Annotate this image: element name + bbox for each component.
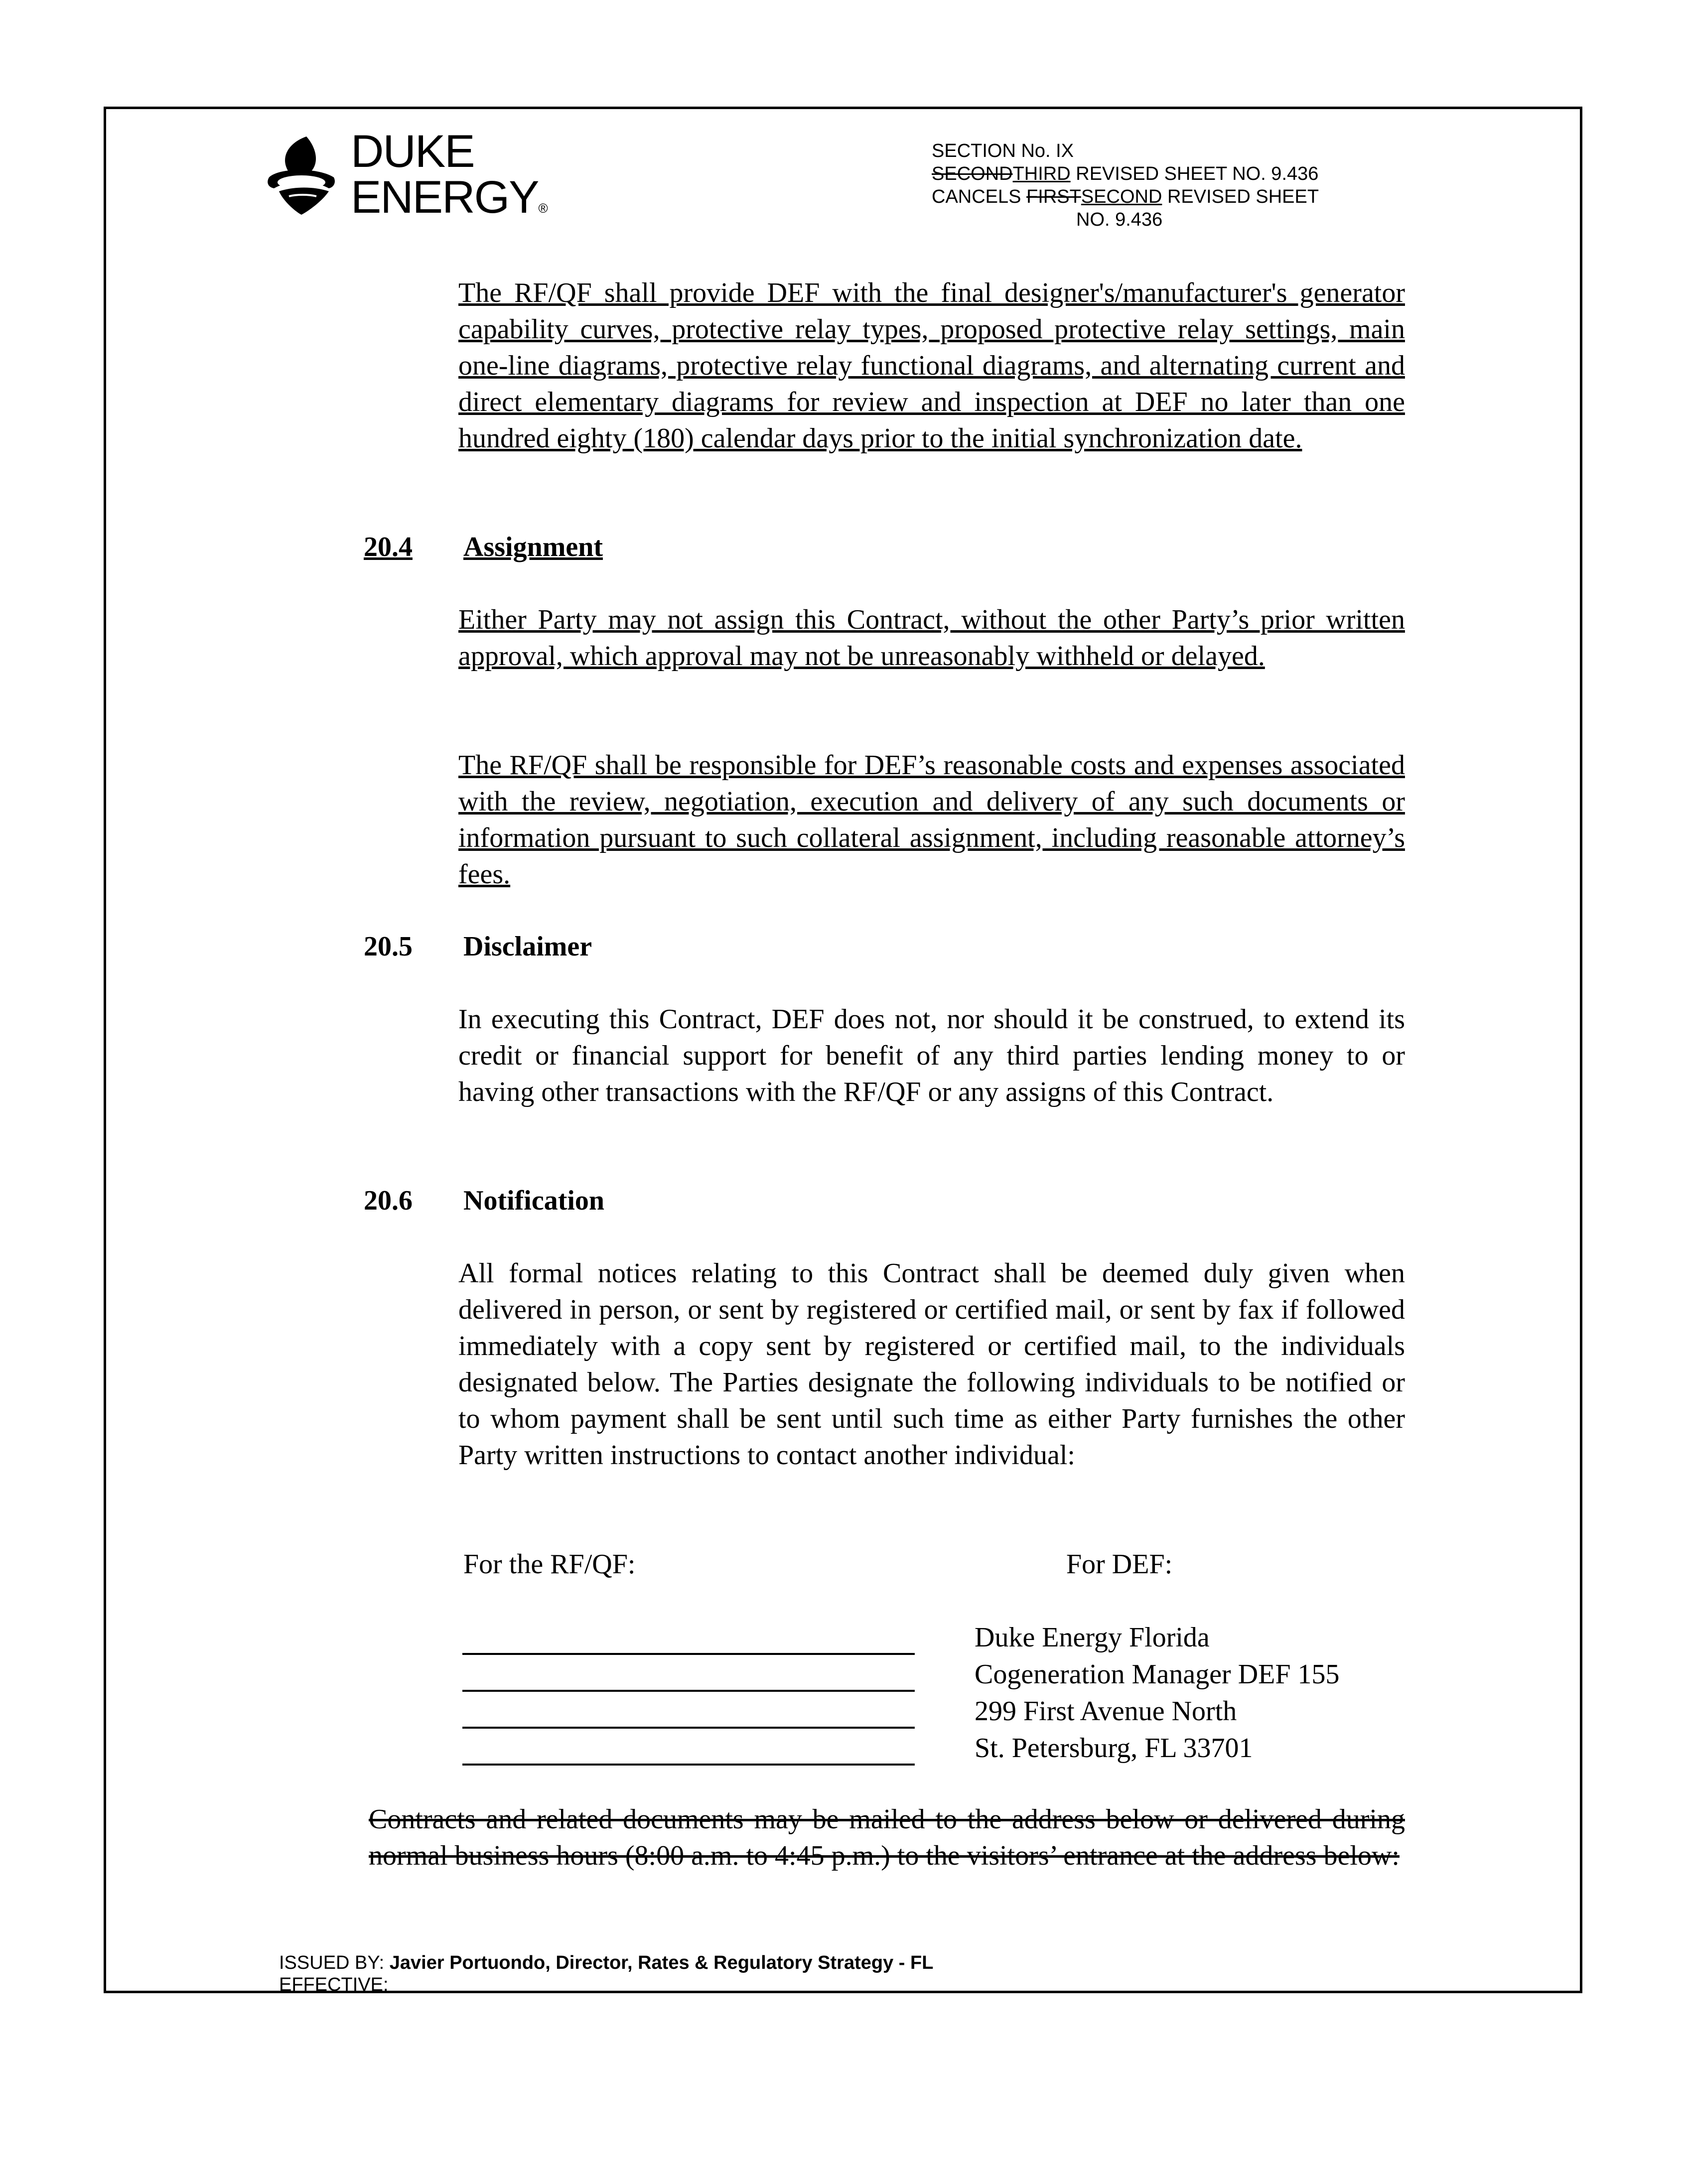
section-number: SECTION No. IX <box>932 140 1074 161</box>
sheet-header <box>932 139 1430 231</box>
rfqf-signature-line-2 <box>462 1690 915 1692</box>
section-20-4-paragraph-1: Either Party may not assign this Contract, without the other Party’s prior written approval, which approval may not be unreasonably withheld or delayed. <box>458 604 1405 672</box>
sheet-inserted-text: THIRD <box>1012 163 1071 184</box>
cancels-line <box>932 185 1430 208</box>
section-20-6-paragraph: All formal notices relating to this Contract shall be deemed duly given when delivered in person, or sent by registered or certified mail, or sent by fax if followed immediately with a copy sent by registered or certified mail, to the individuals designated below. The Parties designate the following individuals to be notified or to whom payment shall be sent until such time as either Party furnishes the other Party written instructions to contact another individual: <box>458 1258 1405 1471</box>
def-address-line-4: St. Petersburg, FL 33701 <box>975 1733 1253 1764</box>
section-20-5-number: 20.5 <box>364 931 413 962</box>
issued-footer <box>279 1952 933 1996</box>
def-address-line-2: Cogeneration Manager DEF 155 <box>975 1659 1340 1690</box>
rfqf-signature-line-4 <box>462 1764 915 1766</box>
logo-line2: ENERGY <box>351 172 539 223</box>
sheet-deleted-text: SECOND <box>932 163 1013 184</box>
revised-sheet-line <box>932 162 1430 185</box>
section-20-6-title: Notification <box>463 1185 605 1216</box>
intro-paragraph: The RF/QF shall provide DEF with the final designer's/manufacturer's generator capability curves, protective relay types, proposed protective relay settings, main one-line diagrams, protective relay functional diagrams, and alternating current and direct elementary diagrams for review and inspection at DEF no later than one hundred eighty (180) calendar days prior to the initial synchronization date. <box>458 277 1405 454</box>
cancels-prefix: CANCELS <box>932 186 1027 207</box>
logo-line1: DUKE <box>351 126 474 177</box>
cancels-rest-text: REVISED SHEET <box>1162 186 1319 207</box>
section-20-5-title: Disclaimer <box>463 931 592 962</box>
section-20-6-number: 20.6 <box>364 1185 413 1216</box>
sheet-rest-text: REVISED SHEET NO. 9.436 <box>1070 163 1319 184</box>
def-address-line-3: 299 First Avenue North <box>975 1696 1237 1727</box>
section-20-5-paragraph: In executing this Contract, DEF does not, nor should it be construed, to extend its credit or financial support for benefit of any third parties lending money to or having other transactions with the RF/QF or any assigns of this Contract. <box>458 1004 1405 1107</box>
issued-by-label: ISSUED BY: <box>279 1952 390 1973</box>
def-address-block <box>975 1619 1339 1767</box>
section-20-4-paragraph-2: The RF/QF shall be responsible for DEF’s reasonable costs and expenses associated with the review, negotiation, execution and delivery of any such documents or information pursuant to such collateral assignment, including reasonable attorney’s fees. <box>458 750 1405 890</box>
section-20-4-number: 20.4 <box>364 532 413 562</box>
registered-mark: ® <box>538 201 547 216</box>
def-address-line-1: Duke Energy Florida <box>975 1622 1210 1653</box>
for-rfqf-label: For the RF/QF: <box>463 1549 636 1580</box>
cancels-inserted-text: SECOND <box>1081 186 1162 207</box>
effective-label: EFFECTIVE: <box>279 1974 389 1995</box>
issued-by-value: Javier Portuondo, Director, Rates & Regulatory Strategy - FL <box>389 1952 934 1973</box>
logo-wordmark <box>351 126 547 231</box>
cancels-deleted-text: FIRST <box>1026 186 1081 207</box>
rfqf-signature-line-3 <box>462 1727 915 1729</box>
for-def-label: For DEF: <box>1066 1549 1173 1580</box>
sheet-number: NO. 9.436 <box>1076 209 1163 230</box>
duke-energy-logo <box>259 126 547 228</box>
duke-energy-flame-icon <box>259 133 344 217</box>
rfqf-signature-line-1 <box>462 1653 915 1655</box>
struck-contracts-paragraph: Contracts and related documents may be mailed to the address below or delivered during normal business hours (8:00 a.m. to 4:45 p.m.) to the visitors’ entrance at the address below: <box>369 1804 1405 1871</box>
section-20-4-title: Assignment <box>463 532 603 562</box>
issued-by-line <box>279 1952 933 1974</box>
